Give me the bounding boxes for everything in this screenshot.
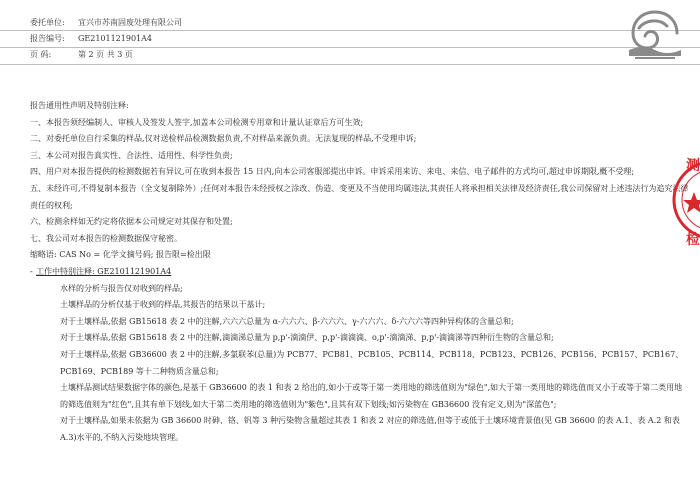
special-note: 土壤样品的分析仅基于收到的样品,其报告的结果以干基计; (60, 300, 266, 310)
statement-item: 三、本公司对报告真实性、合法性、适用性、科学性负责; (30, 150, 233, 160)
special-note: 对于土壤样品,如果未依据为 GB 36600 时砷、铬、钒等 3 种污染物含量超过其表 1 和表 2 对应的筛选值,但等于或低于土壤环境背景值(见 GB 36600 的表 A.1、表 A.2 和表 A.3)水平的,不纳入污染地块管理。 (60, 416, 680, 442)
page-value: 第 2 页 共 3 页 (78, 49, 133, 59)
special-notes-title-row: - 工作中特别注释: GE2101121901A4 (30, 266, 172, 276)
client-value: 宜兴市苏南固废处理有限公司 (78, 17, 182, 27)
report-number-value: GE2101121901A4 (78, 33, 152, 43)
client-row (30, 14, 550, 30)
statement-item: 二、对委托单位自行采集的样品,仅对送检样品检测数据负责,不对样品来源负责。无法复现的样品,不受理申诉; (30, 134, 417, 144)
statement-item: 四、用户对本报告提供的检测数据若有异议,可在收到本报告 15 日内,向本公司客服部提出申诉。申诉采用来访、来电、来信、电子邮件的方式均可,超过申诉期限,概不受理; (30, 167, 635, 177)
report-number-row (30, 30, 550, 46)
special-note: 土壤样品测试结果数据字体的颜色,是基于 GB36600 的表 1 和表 2 给出的,如小于或等于第一类用地的筛选值则为"绿色",如大于第一类用地的筛选值而又小于或等于第二类用地的筛选值则为"红色",且其有单下划线,如大于第二类用地的筛选值则为"紫色",且其有双下划线;如污染物在 GB36600 没有定义,则为"深蓝色"; (60, 383, 683, 409)
report-header (30, 14, 550, 62)
special-note: 对于土壤样品,依据 GB36600 表 2 中的注解,多氯联苯(总量)为 PCB77、PCB81、PCB105、PCB114、PCB118、PCB123、PCB126、PCB156、PCB157、PCB167、PCB169、PCB189 等十二种物质含量总和; (60, 349, 684, 376)
special-notes-title: 工作中特别注释: GE2101121901A4 (36, 266, 172, 276)
statement-item: 七、我公司对本报告的检测数据保守秘密。 (30, 233, 182, 243)
statement-heading: 报告通用性声明及特别注释: (30, 101, 129, 110)
client-label: 委托单位: (30, 17, 65, 27)
abbreviation-line: 缩略语: CAS No = 化学文摘号码; 报告限=检出限 (30, 250, 211, 260)
page-row (30, 46, 550, 62)
statement-item: 六、检测余样如无约定将依据本公司规定对其保存和处置; (30, 217, 233, 227)
special-note: 对于土壤样品,依据 GB15618 表 2 中的注解,六六六总量为 α-六六六、β-六六六、γ-六六六、δ-六六六等四种异构体的含量总和; (60, 316, 514, 326)
red-seal-icon (672, 140, 700, 260)
statement-item: 一、本报告须经编制人、审核人及签发人签字,加盖本公司检测专用章和计量认证章后方可生效; (30, 117, 364, 127)
special-note: 对于土壤样品,依据 GB15618 表 2 中的注解,滴滴涕总量为 p,p'-滴滴伊、p,p'-滴滴滴、o,p'-滴滴涕、p,p'-滴滴涕等四种衍生物的含量总和; (60, 333, 554, 343)
special-note: 水样的分析与报告仅对收到的样品; (60, 283, 183, 293)
svg-text:测: 测 (686, 158, 700, 174)
header-rule (0, 47, 700, 48)
report-body (30, 98, 690, 446)
header-rule (0, 64, 700, 65)
statement-item: 五、未经许可,不得复制本报告（全文复制除外）;任何对本报告未经授权之涂改、伪造、变更及不当使用均属违法,其责任人将承担相关法律及经济责任,我公司保留对上述违法行为追究法律责任的权利; (30, 183, 689, 210)
header-rule (0, 30, 700, 31)
svg-text:检: 检 (686, 232, 700, 248)
wave-logo-icon (625, 6, 685, 62)
report-number-label: 报告编号: (30, 33, 65, 43)
page-label: 页 码: (30, 49, 52, 59)
